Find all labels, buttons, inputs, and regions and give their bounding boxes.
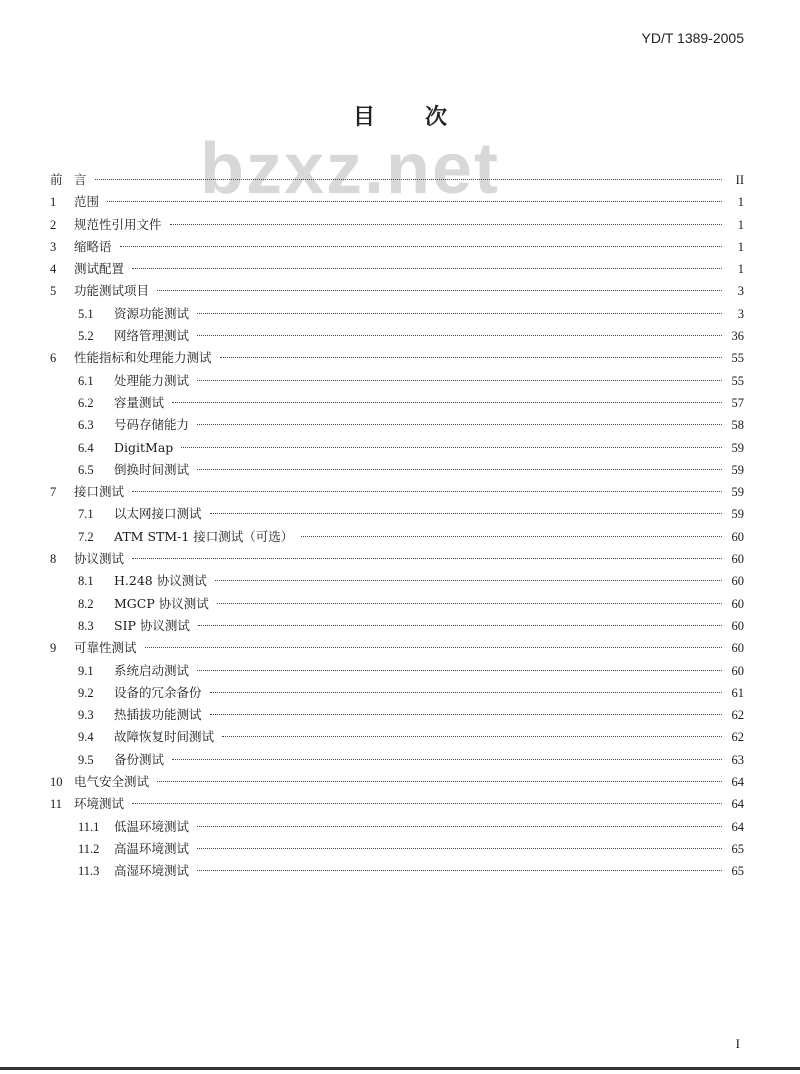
toc-entry[interactable]: [50, 437, 744, 459]
toc-entry-page: 55: [731, 351, 744, 366]
toc-dot-leader: [172, 759, 722, 760]
toc-entry-title: 以太网接口测试: [114, 506, 202, 522]
toc-entry-page: 64: [731, 819, 744, 834]
toc-entry-number: 8.3: [78, 618, 94, 633]
toc-entry-number: 2: [50, 217, 57, 232]
toc-entry[interactable]: [50, 860, 744, 882]
toc-entry-page: 60: [731, 574, 744, 589]
toc-entry-page: 60: [731, 663, 744, 678]
toc-entry-page: 60: [731, 641, 744, 656]
toc-entry-page: 1: [737, 239, 744, 254]
toc-entry-number: 6: [50, 351, 57, 366]
toc-entry-number: 6.2: [78, 395, 94, 410]
toc-entry-page: 3: [737, 306, 744, 321]
toc-entry-page: 65: [731, 841, 744, 856]
document-code: YD/T 1389-2005: [641, 30, 744, 46]
toc-dot-leader: [217, 603, 722, 604]
toc-entry[interactable]: [50, 370, 744, 392]
toc-entry[interactable]: [50, 481, 744, 503]
toc-entry[interactable]: [50, 726, 744, 748]
page-number: I: [735, 1036, 740, 1051]
toc-entry[interactable]: [50, 838, 744, 860]
toc-entry-number: 6.1: [78, 373, 94, 388]
toc-entry-page: 58: [731, 418, 744, 433]
toc-entry[interactable]: [50, 280, 744, 302]
page-title: 目次: [352, 104, 497, 130]
toc-entry-number: 4: [50, 262, 57, 277]
toc-entry[interactable]: [50, 660, 744, 682]
toc-entry-title: 接口测试: [74, 484, 125, 500]
toc-entry-page: 1: [737, 217, 744, 232]
toc-entry-title: 系统启动测试: [114, 662, 190, 678]
toc-dot-leader: [95, 179, 722, 180]
toc-entry-number: 3: [50, 239, 57, 254]
toc-entry-number: 7: [50, 485, 57, 500]
toc-entry-title: 故障恢复时间测试: [114, 729, 215, 745]
toc-entry-page: 60: [731, 529, 744, 544]
toc-entry-title: 范围: [74, 194, 100, 210]
toc-entry-page: 59: [731, 485, 744, 500]
toc-entry-number: 5.2: [78, 329, 94, 344]
toc-entry-number: 5.1: [78, 306, 94, 321]
toc-dot-leader: [181, 447, 722, 448]
toc-entry[interactable]: [50, 414, 744, 436]
toc-entry-title: 高湿环境测试: [114, 863, 190, 879]
toc-entry-title: SIP 协议测试: [114, 617, 190, 633]
toc-entry[interactable]: [50, 503, 744, 525]
toc-entry-number: 7.2: [78, 529, 94, 544]
toc-dot-leader: [170, 224, 722, 225]
toc-entry-page: 60: [731, 618, 744, 633]
toc-entry-title: H.248 协议测试: [114, 573, 207, 589]
toc-entry[interactable]: [50, 258, 744, 280]
toc-dot-leader: [107, 201, 722, 202]
toc-dot-leader: [197, 848, 722, 849]
toc-entry-number: 9.2: [78, 685, 94, 700]
toc-entry[interactable]: [50, 615, 744, 637]
toc-dot-leader: [157, 290, 722, 291]
toc-entry-page: 59: [731, 440, 744, 455]
toc-entry-title: 规范性引用文件: [74, 216, 162, 232]
toc-entry-page: 64: [731, 775, 744, 790]
toc-entry-page: 59: [731, 462, 744, 477]
toc-entry[interactable]: [50, 214, 744, 236]
toc-entry-title: 备份测试: [114, 751, 165, 767]
toc-entry-number: 6.3: [78, 418, 94, 433]
toc-entry-page: 62: [731, 730, 744, 745]
toc-dot-leader: [220, 357, 722, 358]
toc-entry[interactable]: [50, 771, 744, 793]
toc-entry-title: 处理能力测试: [114, 372, 190, 388]
toc-entry-number: 8.1: [78, 574, 94, 589]
toc-entry-page: 63: [731, 752, 744, 767]
toc-dot-leader: [132, 803, 722, 804]
toc-entry-page: 57: [731, 395, 744, 410]
toc-dot-leader: [197, 670, 722, 671]
toc-entry-page: 55: [731, 373, 744, 388]
toc-entry[interactable]: [50, 793, 744, 815]
toc-entry-title: MGCP 协议测试: [114, 595, 209, 611]
toc-dot-leader: [132, 268, 722, 269]
toc-dot-leader: [197, 380, 722, 381]
toc-entry-title: 资源功能测试: [114, 305, 190, 321]
toc-entry-title: 倒换时间测试: [114, 461, 190, 477]
toc-entry-number: 7.1: [78, 507, 94, 522]
toc-dot-leader: [172, 402, 722, 403]
toc-dot-leader: [210, 513, 722, 514]
toc-dot-leader: [210, 714, 722, 715]
toc-dot-leader: [120, 246, 722, 247]
toc-entry[interactable]: [50, 682, 744, 704]
toc-entry[interactable]: [50, 392, 744, 414]
toc-entry-number: 10: [50, 775, 63, 790]
toc-entry[interactable]: [50, 303, 744, 325]
toc-entry-number: 6.4: [78, 440, 94, 455]
toc-entry-page: II: [735, 173, 744, 187]
toc-entry[interactable]: [50, 593, 744, 615]
toc-entry-title: 电气安全测试: [74, 774, 150, 790]
toc-dot-leader: [215, 580, 722, 581]
toc-entry-page: 1: [737, 262, 744, 277]
toc-entry-page: 62: [731, 708, 744, 723]
toc-dot-leader: [197, 424, 722, 425]
watermark: bzxz.net: [200, 129, 501, 209]
toc-dot-leader: [210, 692, 722, 693]
table-of-contents: [50, 169, 744, 883]
toc-entry-page: 36: [731, 329, 744, 344]
toc-entry-number: 11.2: [78, 841, 100, 856]
toc-entry[interactable]: [50, 816, 744, 838]
toc-entry-number: 9: [50, 641, 57, 656]
toc-entry-page: 1: [737, 195, 744, 210]
toc-dot-leader: [197, 313, 722, 314]
toc-entry-title: 号码存储能力: [114, 417, 190, 433]
toc-entry[interactable]: [50, 749, 744, 771]
toc-entry-title: 言: [74, 172, 87, 187]
toc-dot-leader: [197, 870, 722, 871]
toc-entry[interactable]: [50, 236, 744, 258]
toc-entry-number: 8: [50, 552, 57, 567]
toc-entry[interactable]: [50, 169, 744, 191]
toc-entry-title: 容量测试: [114, 394, 165, 410]
toc-dot-leader: [197, 469, 722, 470]
toc-entry[interactable]: [50, 325, 744, 347]
toc-entry[interactable]: [50, 637, 744, 659]
toc-entry-title: ATM STM-1 接口测试（可选）: [114, 528, 294, 544]
toc-entry[interactable]: [50, 548, 744, 570]
toc-entry-title: DigitMap: [114, 439, 174, 455]
toc-entry[interactable]: [50, 570, 744, 592]
toc-entry-page: 60: [731, 552, 744, 567]
toc-entry-title: 设备的冗余备份: [114, 684, 202, 700]
toc-entry-page: 64: [731, 797, 744, 812]
toc-entry-page: 3: [737, 284, 744, 299]
toc-dot-leader: [132, 558, 722, 559]
toc-entry-title: 网络管理测试: [114, 328, 190, 344]
toc-entry-number: 11.3: [78, 864, 100, 879]
toc-dot-leader: [197, 335, 722, 336]
toc-entry-number: 9.1: [78, 663, 94, 678]
toc-dot-leader: [301, 536, 722, 537]
toc-entry-number: 5: [50, 284, 57, 299]
toc-entry-title: 协议测试: [74, 551, 125, 567]
toc-entry-title: 可靠性测试: [74, 640, 137, 656]
toc-dot-leader: [197, 826, 722, 827]
toc-entry-title: 性能指标和处理能力测试: [74, 350, 212, 366]
toc-dot-leader: [132, 491, 722, 492]
toc-entry-page: 59: [731, 507, 744, 522]
toc-entry-number: 11: [50, 797, 63, 812]
toc-entry-number: 前: [50, 173, 63, 187]
toc-dot-leader: [145, 647, 722, 648]
toc-entry-number: 9.3: [78, 708, 94, 723]
toc-entry-title: 高温环境测试: [114, 840, 190, 856]
toc-entry-page: 60: [731, 596, 744, 611]
toc-entry-title: 低温环境测试: [114, 818, 190, 834]
toc-dot-leader: [157, 781, 722, 782]
toc-entry-page: 65: [731, 864, 744, 879]
toc-entry-number: 8.2: [78, 596, 94, 611]
toc-entry-number: 9.5: [78, 752, 94, 767]
toc-entry-title: 缩略语: [74, 238, 112, 254]
toc-entry-title: 环境测试: [74, 796, 125, 812]
toc-entry-title: 功能测试项目: [74, 283, 150, 299]
toc-entry[interactable]: [50, 526, 744, 548]
bottom-rule: [0, 1067, 800, 1070]
toc-entry[interactable]: [50, 191, 744, 213]
toc-entry-number: 1: [50, 195, 57, 210]
toc-entry-title: 热插拔功能测试: [114, 707, 202, 723]
toc-entry-number: 9.4: [78, 730, 94, 745]
toc-entry[interactable]: [50, 459, 744, 481]
toc-entry-title: 测试配置: [74, 261, 125, 277]
toc-dot-leader: [198, 625, 722, 626]
toc-entry[interactable]: [50, 347, 744, 369]
toc-entry-number: 6.5: [78, 462, 94, 477]
toc-entry-number: 11.1: [78, 819, 100, 834]
toc-dot-leader: [222, 736, 722, 737]
toc-entry-page: 61: [731, 685, 744, 700]
toc-entry[interactable]: [50, 704, 744, 726]
